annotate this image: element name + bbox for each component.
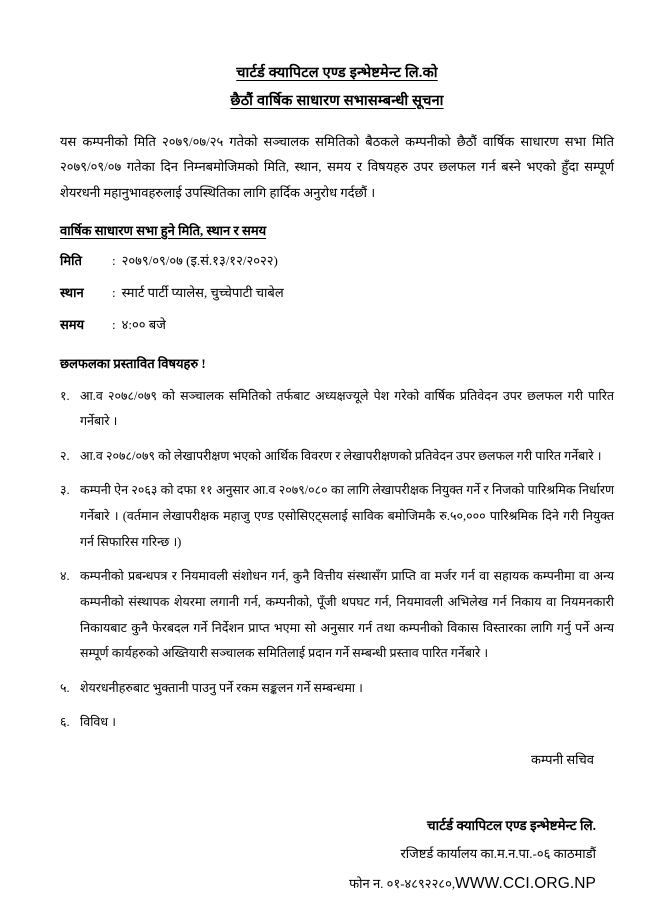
agenda-item-number: ५. <box>60 680 70 695</box>
agenda-item <box>60 384 614 435</box>
footer-contact-line <box>60 868 596 900</box>
agenda-list <box>60 384 614 737</box>
agenda-item-text: विविध । <box>80 715 116 730</box>
agenda-item <box>60 444 614 470</box>
agenda-item-number: ३. <box>60 483 70 498</box>
agenda-item-number: २. <box>60 448 70 463</box>
footer-phone: फोन न. ०१-४८९२२८०, <box>349 875 456 891</box>
meeting-time-row <box>60 315 614 336</box>
intro-paragraph: यस कम्पनीको मिति २०७९/०७/२५ गतेको सञ्चालक समितिको बैठकले कम्पनीको छैठौं वार्षिक साधारण सभा मिति २०७९/०९/०७ गतेका दिन निम्नबमोजिमको मिति, स्थान, समय र विषयहरु उपर छलफल गर्न बस्ने भएको हुँदा सम्पूर्ण शेयरधनी महानुभावहरुलाई उपस्थितिका लागि हार्दिक अनुरोध गर्दछौं । <box>60 134 614 200</box>
agenda-item-text: शेयरधनीहरुबाट भुक्तानी पाउनु पर्ने रकम सङ्कलन गर्ने सम्बन्धमा । <box>80 680 363 695</box>
meeting-date-separator: : <box>112 253 116 269</box>
page-title: चार्टर्ड क्यापिटल एण्ड इन्भेष्टमेन्ट लि.को <box>236 65 438 81</box>
meeting-venue-value: स्मार्ट पार्टी प्यालेस, चुच्चेपाटी चाबेल <box>121 284 284 300</box>
footer-registered-office: रजिष्टर्ड कार्यालय का.म.न.पा.-०६ काठमाडौं <box>400 846 596 862</box>
agenda-item-text: आ.व २०७८/०७९ को लेखापरीक्षण भएको आर्थिक विवरण र लेखापरीक्षणको प्रतिवेदन उपर छलफल गरी पारित गर्नेबारे । <box>80 448 602 463</box>
agenda-item-number: ४. <box>60 569 70 584</box>
meeting-date-value: २०७९/०९/०७ (इ.सं.१३/१२/२०२२) <box>121 253 278 269</box>
agenda-item-text: कम्पनी ऐन २०६३ को दफा ११ अनुसार आ.व २०७९/०८० का लागि लेखापरीक्षक नियुक्त गर्ने र निजको पारिश्रमिक निर्धारण गर्नेबारे । (वर्तमान लेखापरीक्षक महाजु एण्ड एसोसिएट्सलाई साविक बमोजिमकै रु.५०,००० पारिश्रमिक दिने गरी नियुक्त गर्न सिफारिस गरिन्छ ।) <box>80 483 614 549</box>
meeting-time-value: ४:०० बजे <box>121 316 166 332</box>
meeting-venue-label: स्थान <box>60 284 84 300</box>
meeting-venue-row <box>60 283 614 304</box>
agenda-item <box>60 710 614 736</box>
meeting-details-heading: वार्षिक साधारण सभा हुने मिति, स्थान र समय <box>60 223 267 239</box>
meeting-venue-separator: : <box>112 284 116 300</box>
agenda-item-number: १. <box>60 388 70 403</box>
meeting-time-label: समय <box>60 316 85 332</box>
agenda-item-text: आ.व २०७८/०७९ को सञ्चालक समितिको तर्फबाट अध्यक्षज्यूले पेश गरेको वार्षिक प्रतिवेदन उपर छलफल गरी पारित गर्नेबारे । <box>80 388 614 429</box>
agenda-heading: छलफलका प्रस्तावित विषयहरु ! <box>60 355 206 371</box>
footer-website-link[interactable]: WWW.CCI.ORG.NP <box>455 874 596 892</box>
agenda-item <box>60 478 614 555</box>
agenda-item <box>60 676 614 702</box>
footer-block <box>60 812 614 900</box>
meeting-date-label: मिति <box>60 253 82 269</box>
company-secretary-label: कम्पनी सचिव <box>531 752 594 768</box>
agenda-item <box>60 564 614 667</box>
page-subtitle: छैठौं वार्षिक साधारण सभासम्बन्धी सूचना <box>230 92 444 109</box>
signature-block <box>60 750 614 768</box>
agenda-item-number: ६. <box>60 715 70 730</box>
footer-company-name: चार्टर्ड क्यापिटल एण्ड इन्भेष्टमेन्ट लि. <box>427 818 596 834</box>
title-block <box>60 60 614 115</box>
meeting-time-separator: : <box>112 316 116 332</box>
meeting-date-row <box>60 251 614 272</box>
agenda-item-text: कम्पनीको प्रबन्धपत्र र नियमावली संशोधन गर्न, कुनै वित्तीय संस्थासँग प्राप्ति वा मर्जर गर्न वा सहायक कम्पनीमा वा अन्य कम्पनीको संस्थापक शेयरमा लगानी गर्न, कम्पनीको, पूँजी थपघट गर्न, नियमावली अभिलेख गर्न निकाय वा नियमनकारी निकायबाट कुनै फेरबदल गर्ने निर्देशन प्राप्त भएमा सो अनुसार गर्न तथा कम्पनीको विकास विस्तारका लागि गर्नु पर्ने अन्य सम्पूर्ण कार्यहरुको अख्तियारी सञ्चालक समितिलाई प्रदान गर्ने सम्बन्धी प्रस्ताव पारित गर्नेबारे । <box>80 569 614 661</box>
